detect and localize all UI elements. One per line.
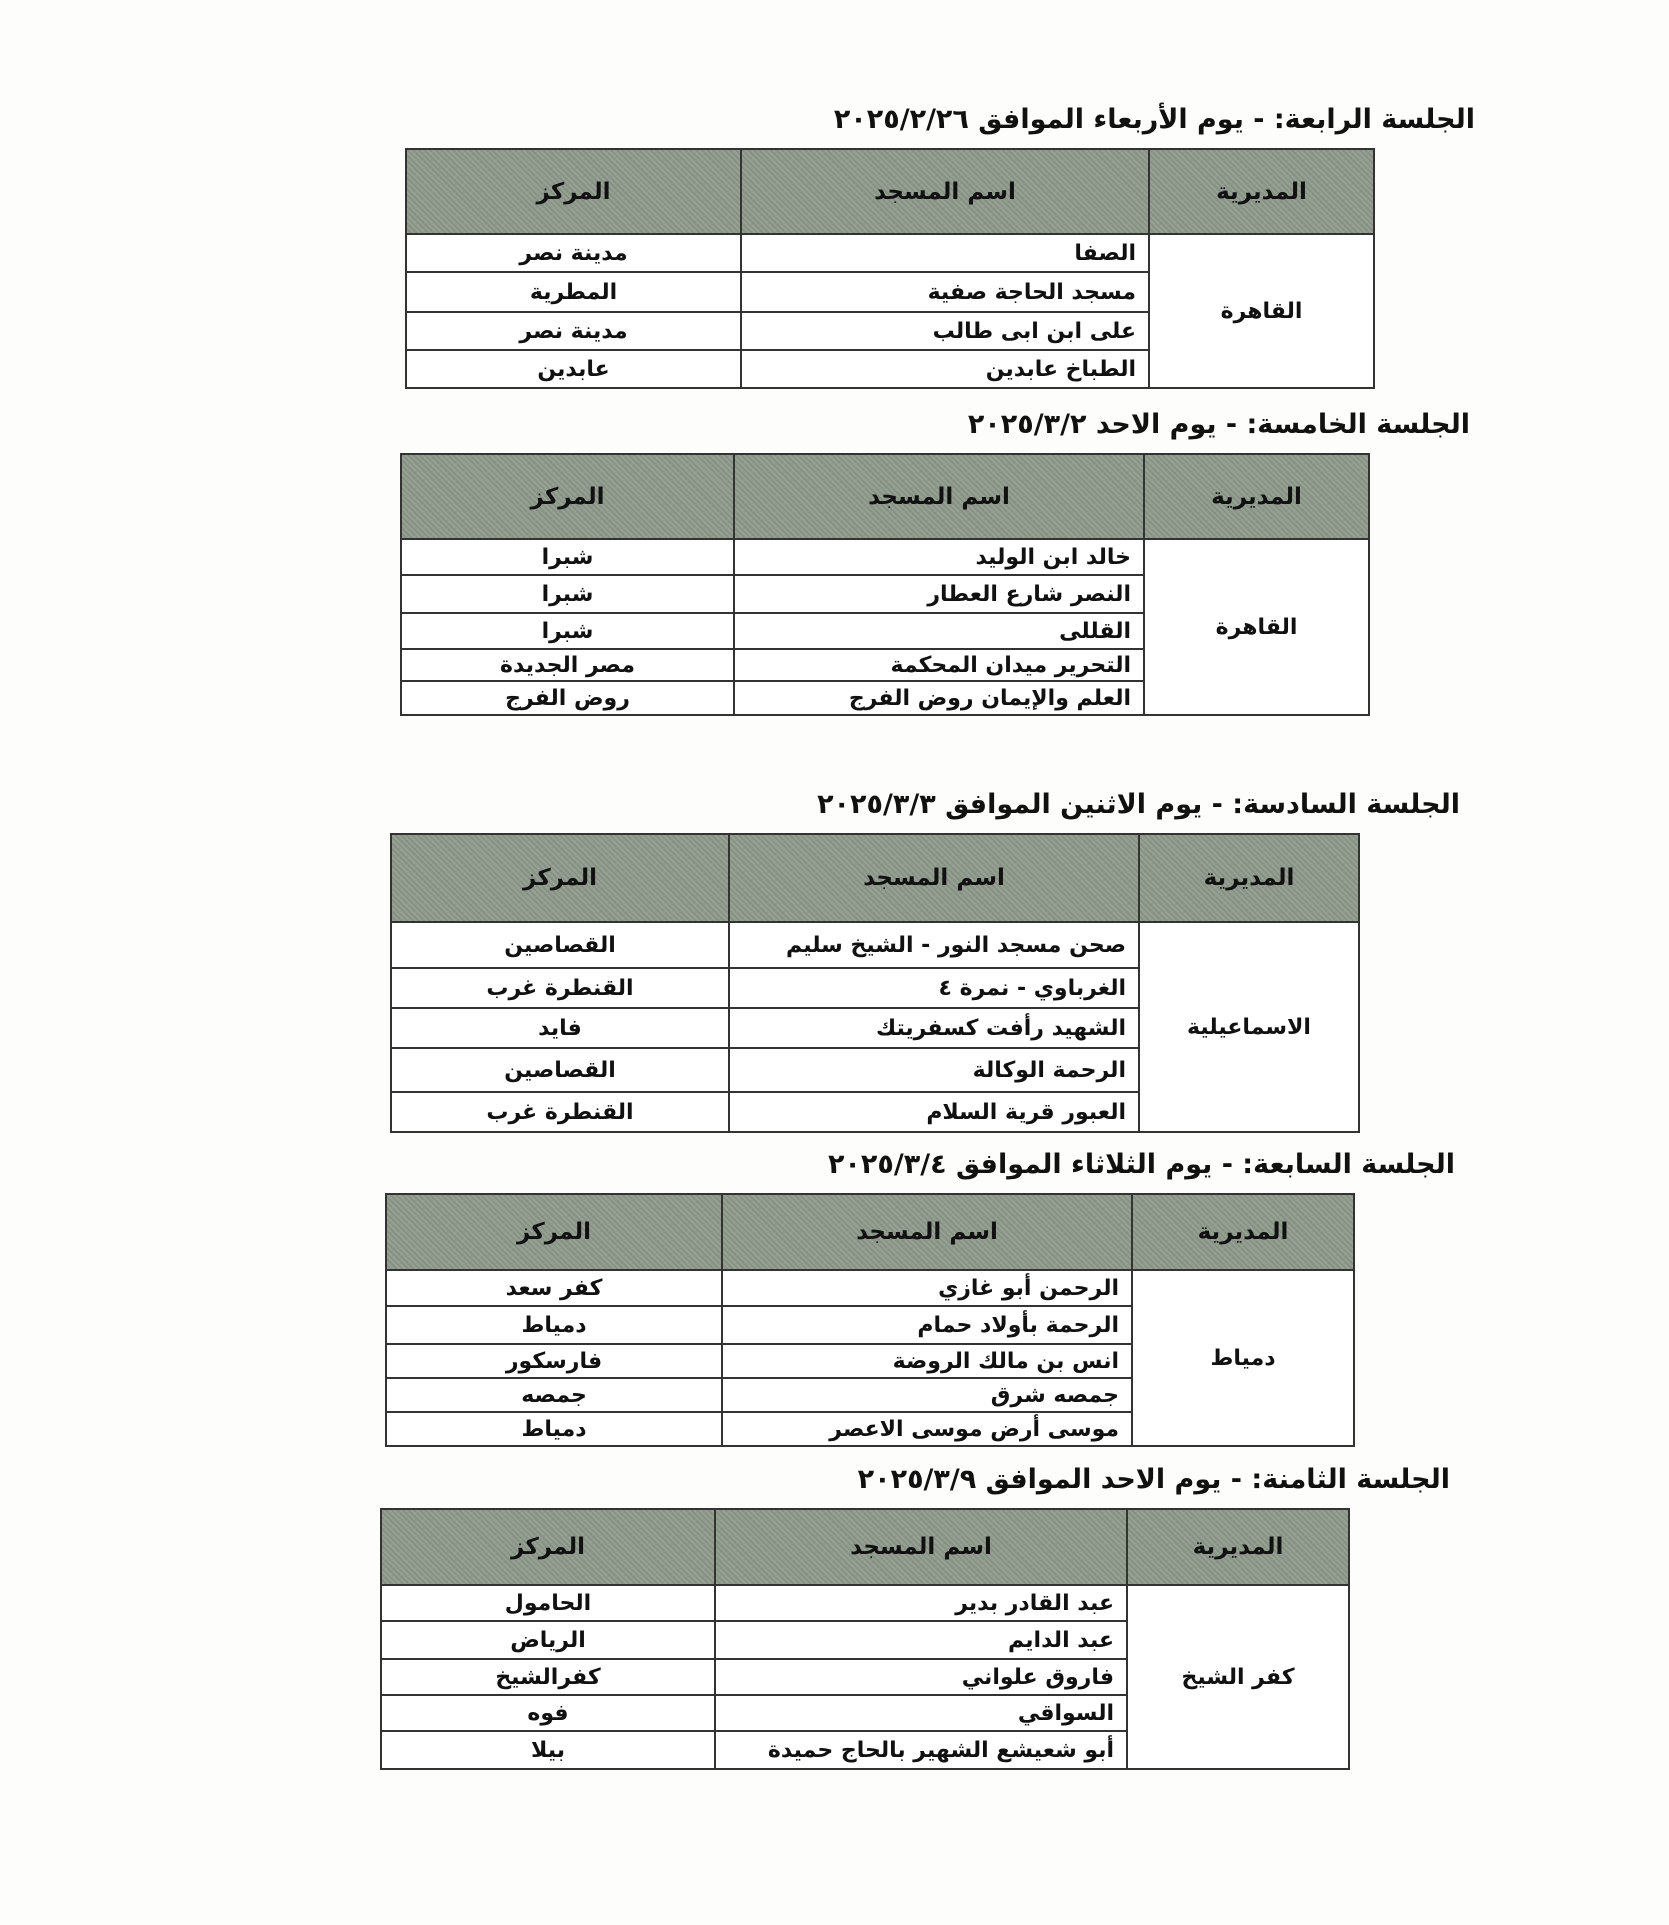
table-row — [406, 234, 1374, 272]
directorate-cell: كفر الشيخ — [1127, 1585, 1349, 1769]
session-6 — [390, 785, 1460, 1133]
session-4-title: الجلسة الرابعة: - يوم الأربعاء الموافق ٢٠٢٥/٢/٢٦ — [833, 104, 1475, 135]
center-cell: شبرا — [401, 539, 734, 575]
directorate-cell: دمياط — [1132, 1270, 1354, 1446]
header-directorate: المديرية — [1127, 1509, 1349, 1585]
header-center: المركز — [386, 1194, 722, 1270]
session-4-table — [405, 148, 1375, 389]
session-6-table — [390, 833, 1360, 1133]
header-center: المركز — [391, 834, 729, 922]
center-cell: الرياض — [381, 1621, 715, 1659]
session-5-table — [400, 453, 1370, 716]
table-row — [401, 539, 1369, 575]
center-cell: فوه — [381, 1695, 715, 1731]
mosque-cell: الشهيد رأفت كسفريتك — [729, 1008, 1139, 1048]
mosque-cell: مسجد الحاجة صفية — [741, 272, 1149, 312]
mosque-cell: جمصه شرق — [722, 1378, 1132, 1412]
mosque-cell: أبو شعيشع الشهير بالحاج حميدة — [715, 1731, 1127, 1769]
mosque-cell: الطباخ عابدين — [741, 350, 1149, 388]
header-center: المركز — [406, 149, 741, 234]
table-header-row — [406, 149, 1374, 234]
table-row — [381, 1585, 1349, 1621]
center-cell: بيلا — [381, 1731, 715, 1769]
center-cell: فارسكور — [386, 1344, 722, 1378]
mosque-cell: العبور قرية السلام — [729, 1092, 1139, 1132]
mosque-cell: فاروق علواني — [715, 1659, 1127, 1695]
mosque-cell: الصفا — [741, 234, 1149, 272]
center-cell: القنطرة غرب — [391, 968, 729, 1008]
mosque-cell: الغرباوي - نمرة ٤ — [729, 968, 1139, 1008]
center-cell: جمصه — [386, 1378, 722, 1412]
table-header-row — [386, 1194, 1354, 1270]
session-5-title: الجلسة الخامسة: - يوم الاحد ٢٠٢٥/٣/٢ — [967, 409, 1470, 440]
session-8-table — [380, 1508, 1350, 1770]
session-5 — [400, 405, 1470, 716]
header-center: المركز — [401, 454, 734, 539]
session-8-title: الجلسة الثامنة: - يوم الاحد الموافق ٢٠٢٥/٣/٩ — [857, 1464, 1450, 1495]
center-cell: دمياط — [386, 1412, 722, 1446]
header-directorate: المديرية — [1149, 149, 1374, 234]
center-cell: مدينة نصر — [406, 312, 741, 350]
session-7-title: الجلسة السابعة: - يوم الثلاثاء الموافق ٢٠٢٥/٣/٤ — [827, 1149, 1455, 1180]
mosque-cell: العلم والإيمان روض الفرج — [734, 681, 1144, 715]
session-7-table — [385, 1193, 1355, 1447]
mosque-cell: عبد الدايم — [715, 1621, 1127, 1659]
header-mosque: اسم المسجد — [734, 454, 1144, 539]
center-cell: القصاصين — [391, 922, 729, 968]
center-cell: فايد — [391, 1008, 729, 1048]
session-7 — [385, 1145, 1455, 1447]
mosque-cell: السواقي — [715, 1695, 1127, 1731]
session-6-title: الجلسة السادسة: - يوم الاثنين الموافق ٢٠٢٥/٣/٣ — [817, 789, 1460, 820]
center-cell: القصاصين — [391, 1048, 729, 1092]
mosque-cell: موسى أرض موسى الاعصر — [722, 1412, 1132, 1446]
table-header-row — [391, 834, 1359, 922]
mosque-cell: القللى — [734, 613, 1144, 649]
header-mosque: اسم المسجد — [729, 834, 1139, 922]
header-directorate: المديرية — [1139, 834, 1359, 922]
mosque-cell: الرحمن أبو غازي — [722, 1270, 1132, 1306]
directorate-cell: القاهرة — [1144, 539, 1369, 715]
header-mosque: اسم المسجد — [722, 1194, 1132, 1270]
table-header-row — [381, 1509, 1349, 1585]
header-directorate: المديرية — [1144, 454, 1369, 539]
header-directorate: المديرية — [1132, 1194, 1354, 1270]
session-8 — [380, 1460, 1450, 1770]
center-cell: شبرا — [401, 613, 734, 649]
session-4 — [405, 100, 1475, 389]
center-cell: دمياط — [386, 1306, 722, 1344]
mosque-cell: النصر شارع العطار — [734, 575, 1144, 613]
mosque-cell: التحرير ميدان المحكمة — [734, 649, 1144, 681]
center-cell: الحامول — [381, 1585, 715, 1621]
center-cell: كفر سعد — [386, 1270, 722, 1306]
center-cell: القنطرة غرب — [391, 1092, 729, 1132]
header-mosque: اسم المسجد — [715, 1509, 1127, 1585]
center-cell: شبرا — [401, 575, 734, 613]
table-row — [386, 1270, 1354, 1306]
center-cell: روض الفرج — [401, 681, 734, 715]
mosque-cell: الرحمة بأولاد حمام — [722, 1306, 1132, 1344]
mosque-cell: على ابن ابى طالب — [741, 312, 1149, 350]
mosque-cell: انس بن مالك الروضة — [722, 1344, 1132, 1378]
directorate-cell: الاسماعيلية — [1139, 922, 1359, 1132]
table-row — [391, 922, 1359, 968]
center-cell: مدينة نصر — [406, 234, 741, 272]
header-mosque: اسم المسجد — [741, 149, 1149, 234]
mosque-cell: خالد ابن الوليد — [734, 539, 1144, 575]
table-header-row — [401, 454, 1369, 539]
center-cell: المطرية — [406, 272, 741, 312]
center-cell: عابدين — [406, 350, 741, 388]
header-center: المركز — [381, 1509, 715, 1585]
directorate-cell: القاهرة — [1149, 234, 1374, 388]
center-cell: كفرالشيخ — [381, 1659, 715, 1695]
mosque-cell: عبد القادر بدير — [715, 1585, 1127, 1621]
mosque-cell: صحن مسجد النور - الشيخ سليم — [729, 922, 1139, 968]
mosque-cell: الرحمة الوكالة — [729, 1048, 1139, 1092]
center-cell: مصر الجديدة — [401, 649, 734, 681]
